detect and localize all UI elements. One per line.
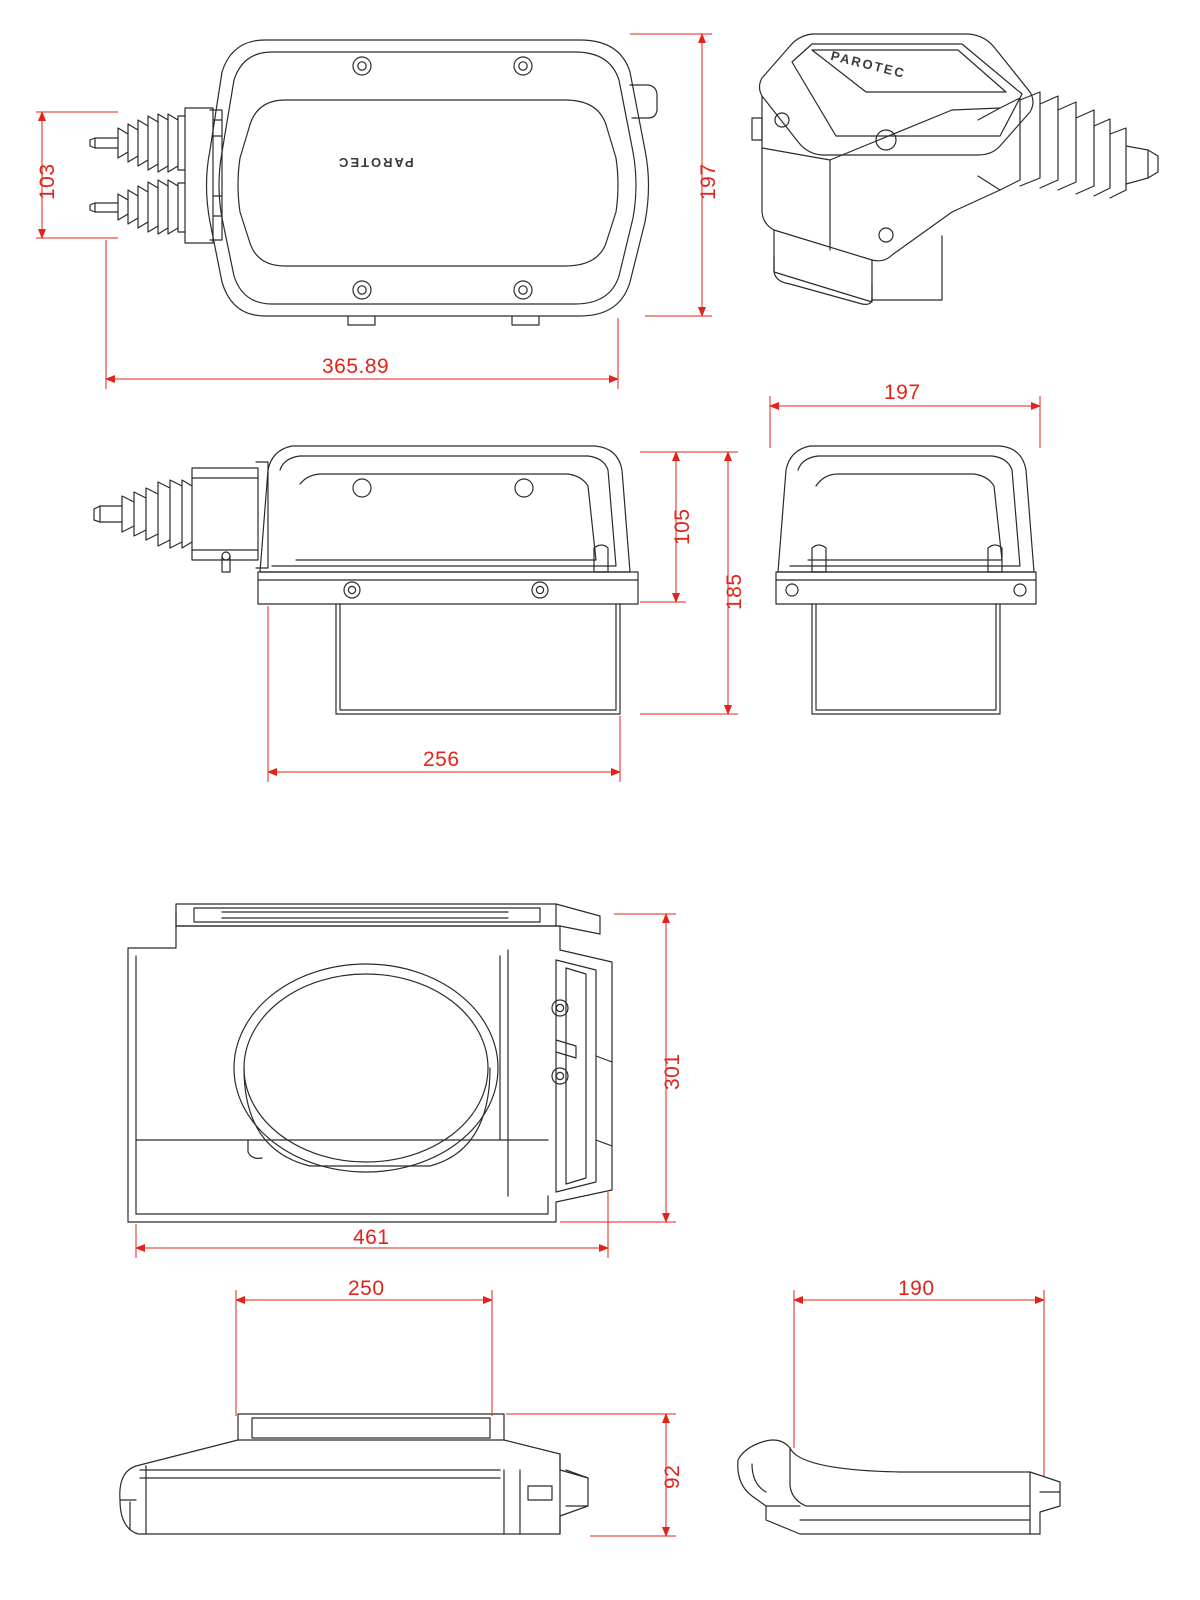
bottom-profile-view-geometry	[120, 1414, 588, 1534]
brand-mark-isometric-view: PAROTEC	[829, 47, 908, 82]
dimension-label-365-89: 365.89	[322, 355, 390, 378]
dimension-label-103: 103	[36, 163, 59, 200]
dimension-label-197-end: 197	[884, 381, 921, 404]
dimension-label-105: 105	[671, 508, 694, 545]
dimension-label-461: 461	[353, 1226, 390, 1249]
bottom-section-view-geometry	[738, 1440, 1060, 1534]
dimension-label-185: 185	[723, 573, 746, 610]
brand-mark-front-view: PAROTEC	[337, 155, 414, 170]
end-view-geometry	[776, 446, 1036, 714]
dimension-label-256: 256	[423, 748, 460, 771]
dimension-label-250: 250	[348, 1277, 385, 1300]
dimension-label-190: 190	[898, 1277, 935, 1300]
dimension-label-92: 92	[661, 1464, 684, 1489]
plan-view-large-geometry	[128, 904, 612, 1222]
isometric-view-geometry	[752, 34, 1158, 304]
side-view-geometry	[94, 446, 638, 714]
dimension-label-197-front: 197	[697, 163, 720, 200]
front-view-geometry	[90, 40, 657, 325]
dimension-label-301: 301	[661, 1053, 684, 1090]
